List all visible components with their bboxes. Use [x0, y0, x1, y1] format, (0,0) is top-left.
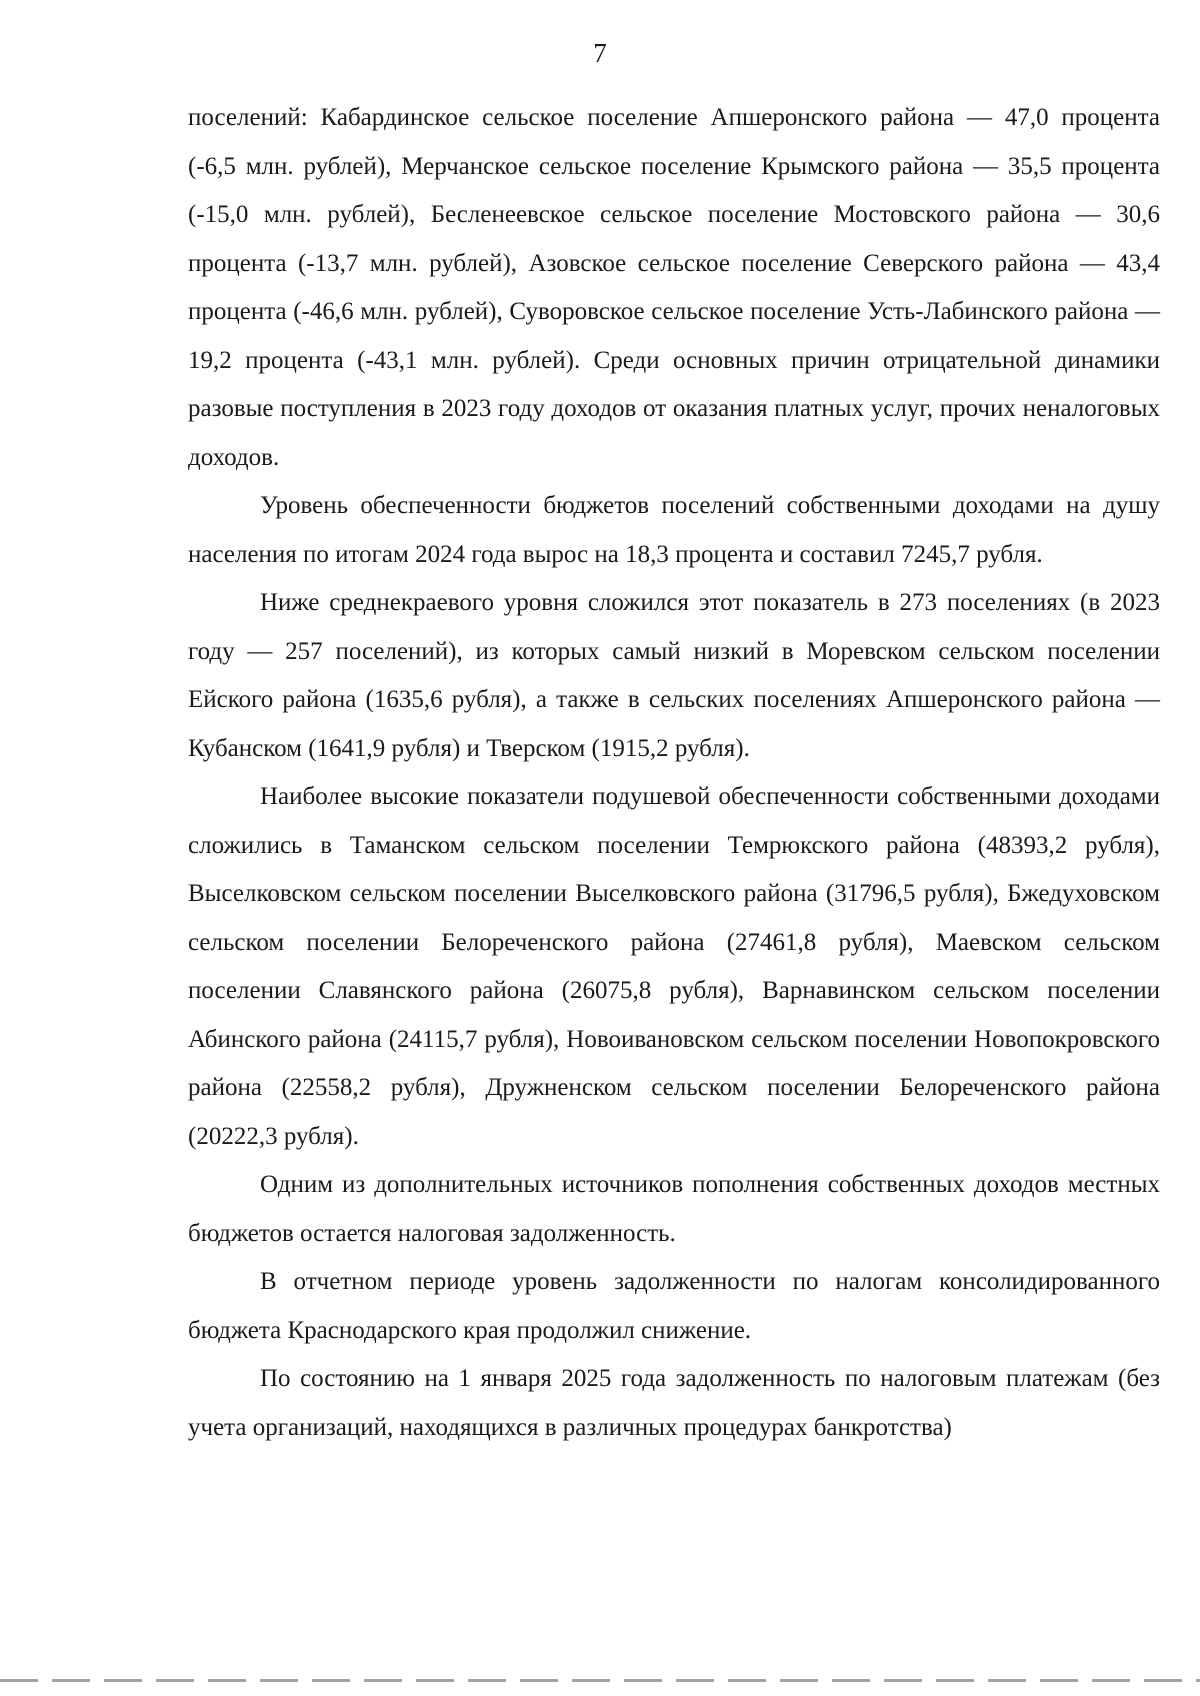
- paragraph-highest-indicators: Наиболее высокие показатели подушевой обеспеченности собственными доходами сложились в Таманском сельском поселении Темрюкского района (48393,2 рубля), Выселковском сельском поселении Выселковского района (31796,5 рубля), Бжедуховском сельском поселении Белореченского района (27461,8 рубля), Маевском сельском поселении Славянского района (26075,8 рубля), Варнавинском сельском поселении Абинского района (24115,7 рубля), Новоивановском сельском поселении Новопокровского района (22558,2 рубля), Дружненском сельском поселении Белореченского района (20222,3 рубля).: [188, 783, 1160, 1150]
- paragraph-settlements-decline: поселений: Кабардинское сельское поселение Апшеронского района — 47,0 процента (-6,5 млн. рублей), Мерчанское сельское поселение Крымского района — 35,5 процента (-15,0 млн. рублей), Бесленеевское сельское поселение Мостовского района — 30,6 процента (-13,7 млн. рублей), Азовское сельское поселение Северского района — 43,4 процента (-46,6 млн. рублей), Суворовское сельское поселение Усть-Лабинского района — 19,2 процента (-43,1 млн. рублей). Среди основных причин отрицательной динамики разовые поступления в 2023 году доходов от оказания платных услуг, прочих неналоговых доходов.: [188, 104, 1160, 471]
- paragraph-debt-reduction: В отчетном периоде уровень задолженности по налогам консолидированного бюджета Краснодарского края продолжил снижение.: [188, 1268, 1160, 1344]
- paragraph-per-capita-level: Уровень обеспеченности бюджетов поселений собственными доходами на душу населения по итогам 2024 года вырос на 18,3 процента и составил 7245,7 рубля.: [188, 492, 1160, 568]
- scan-edge-line: [0, 1679, 1200, 1682]
- paragraph-tax-debt-source: Одним из дополнительных источников пополнения собственных доходов местных бюджетов остается налоговая задолженность.: [188, 1171, 1160, 1247]
- paragraph-debt-status: По состоянию на 1 января 2025 года задолженность по налоговым платежам (без учета организаций, находящихся в различных процедурах банкротства): [188, 1365, 1160, 1441]
- page-number: 7: [593, 38, 607, 68]
- document-body: [188, 94, 1160, 1452]
- paragraph-below-average: Ниже среднекраевого уровня сложился этот показатель в 273 поселениях (в 2023 году — 257 поселений), из которых самый низкий в Моревском сельском поселении Ейского района (1635,6 рубля), а также в сельских поселениях Апшеронского района — Кубанском (1641,9 рубля) и Тверском (1915,2 рубля).: [188, 589, 1160, 762]
